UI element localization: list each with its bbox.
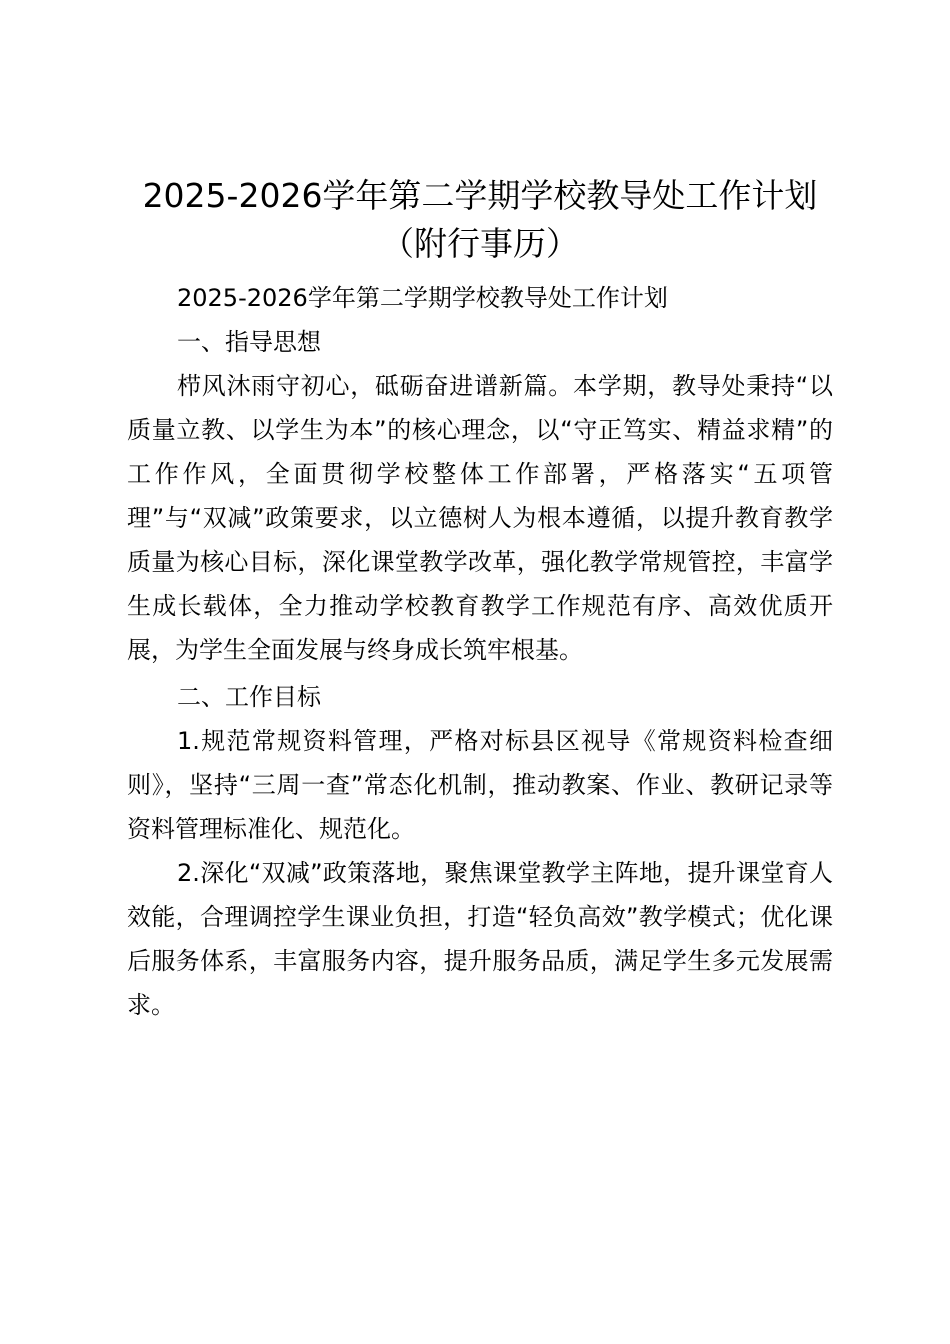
paragraph-goal-1: 1.规范常规资料管理，严格对标县区视导《常规资料检查细则》，坚持“三周一查”常态化机制，推动教案、作业、教研记录等资料管理标准化、规范化。 [127,727,833,843]
section-heading-work-goals: 二、工作目标 [177,683,321,711]
document-title: 2025-2026学年第二学期学校教导处工作计划（附行事历） [142,176,818,263]
section-heading-guiding-thought: 一、指导思想 [177,328,321,356]
document-subtitle: 2025-2026学年第二学期学校教导处工作计划 [177,284,668,312]
document-body [127,276,833,1027]
paragraph-goal-2: 2.深化“双减”政策落地，聚焦课堂教学主阵地，提升课堂育人效能，合理调控学生课业负担，打造“轻负高效”教学模式；优化课后服务体系，丰富服务内容，提升服务品质，满足学生多元发展需求。 [127,859,833,1019]
paragraph-guiding-thought: 栉风沐雨守初心，砥砺奋进谱新篇。本学期，教导处秉持“以质量立教、以学生为本”的核心理念，以“守正笃实、精益求精”的工作作风，全面贯彻学校整体工作部署，严格落实“五项管理”与“双减”政策要求，以立德树人为根本遵循，以提升教育教学质量为核心目标，深化课堂教学改革，强化教学常规管控，丰富学生成长载体，全力推动学校教育教学工作规范有序、高效优质开展，为学生全面发展与终身成长筑牢根基。 [127,372,833,664]
